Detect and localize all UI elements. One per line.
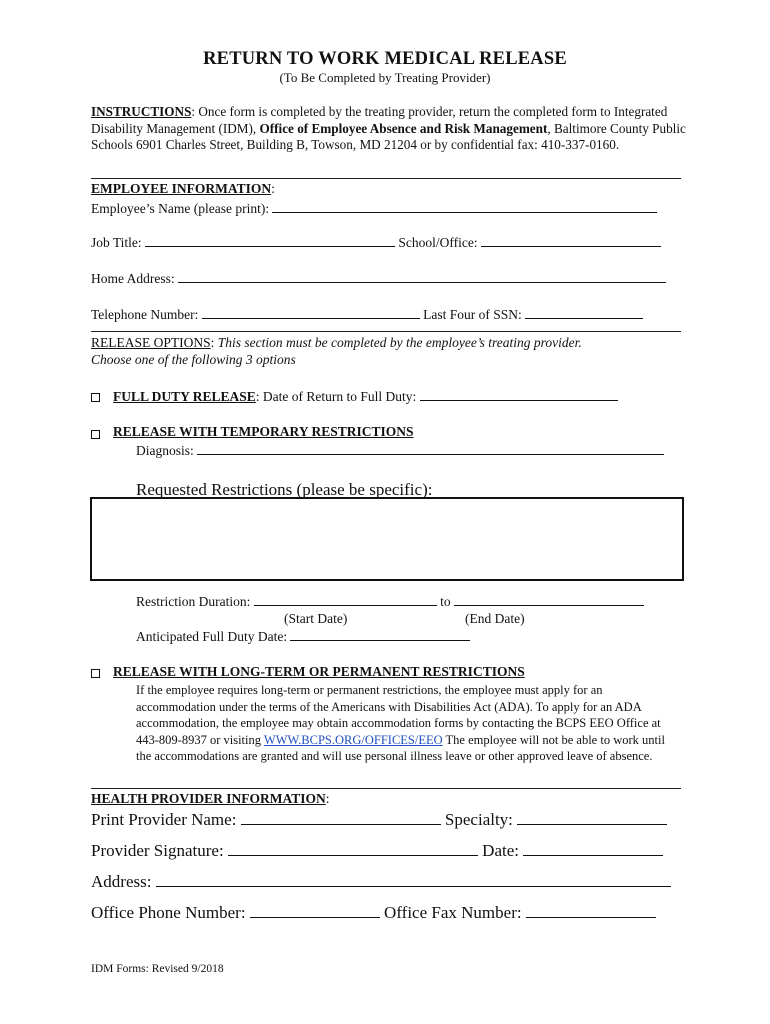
form-title: RETURN TO WORK MEDICAL RELEASE [203, 49, 567, 69]
home-address-row [91, 270, 666, 287]
divider [91, 788, 681, 789]
full-duty-date-label: : Date of Return to Full Duty: [255, 389, 417, 404]
ssn-field[interactable] [525, 306, 643, 319]
employee-heading: EMPLOYEE INFORMATION [91, 181, 272, 196]
provider-signature-field[interactable] [228, 840, 478, 856]
provider-address-row [91, 871, 671, 892]
diagnosis-field[interactable] [197, 442, 664, 455]
telephone-field[interactable] [202, 306, 420, 319]
permanent-restrictions-checkbox[interactable] [91, 669, 100, 678]
office-phone-label: Office Phone Number: [91, 903, 246, 922]
full-duty-date-field[interactable] [420, 388, 618, 401]
instructions-label: INSTRUCTIONS [91, 104, 192, 119]
to-label: to [440, 594, 451, 609]
divider [91, 331, 681, 332]
provider-name-label: Print Provider Name: [91, 810, 237, 829]
job-title-label: Job Title: [91, 235, 142, 250]
employee-name-row [91, 200, 657, 217]
ssn-label: Last Four of SSN: [423, 307, 522, 322]
anticipated-label: Anticipated Full Duty Date: [136, 629, 288, 644]
provider-name-row [91, 809, 667, 830]
specialty-field[interactable] [517, 809, 667, 825]
restriction-duration-label: Restriction Duration: [136, 594, 251, 609]
full-duty-label: FULL DUTY RELEASE [113, 389, 256, 404]
release-note-2: Choose one of the following 3 options [91, 352, 296, 367]
temporary-restrictions-checkbox[interactable] [91, 430, 100, 439]
instructions-office: Office of Employee Absence and Risk Management [259, 120, 548, 136]
telephone-label: Telephone Number: [91, 307, 199, 322]
diagnosis-label: Diagnosis: [136, 443, 194, 458]
provider-address-field[interactable] [156, 871, 671, 887]
eeo-link[interactable]: WWW.BCPS.ORG/OFFICES/EEO [263, 732, 443, 747]
temporary-restrictions-label: RELEASE WITH TEMPORARY RESTRICTIONS [113, 424, 414, 439]
release-note-1: This section must be completed by the employee’s treating provider. [217, 335, 582, 350]
start-date-caption: (Start Date) [284, 611, 348, 626]
home-address-label: Home Address: [91, 271, 175, 286]
release-heading: RELEASE OPTIONS [91, 335, 211, 350]
home-address-field[interactable] [178, 270, 666, 283]
provider-date-field[interactable] [523, 840, 663, 856]
restriction-duration-row [136, 593, 644, 610]
divider [91, 178, 681, 179]
provider-heading: HEALTH PROVIDER INFORMATION [91, 791, 326, 806]
school-office-label: School/Office: [398, 235, 478, 250]
anticipated-date-field[interactable] [290, 628, 470, 641]
office-fax-field[interactable] [526, 902, 656, 918]
full-duty-row [113, 388, 618, 405]
provider-phone-row [91, 902, 656, 923]
end-date-field[interactable] [454, 593, 644, 606]
telephone-row [91, 306, 643, 323]
start-date-field[interactable] [254, 593, 437, 606]
form-revision-footer: IDM Forms: Revised 9/2018 [91, 963, 224, 975]
employee-name-label: Employee’s Name (please print): [91, 201, 270, 216]
permanent-restrictions-text [136, 682, 676, 765]
permanent-text-2: The employee will not be able to work until the accommodations are granted and will use personal illness leave or other approved leave of absence. [136, 732, 665, 763]
office-phone-field[interactable] [250, 902, 380, 918]
specialty-label: Specialty: [444, 810, 513, 829]
end-date-caption: (End Date) [465, 611, 525, 626]
form-subtitle: (To Be Completed by Treating Provider) [279, 70, 491, 85]
requested-restrictions-label: Requested Restrictions (please be specific): [136, 480, 433, 499]
instructions-block [91, 104, 691, 154]
provider-signature-label: Provider Signature: [91, 841, 224, 860]
provider-address-label: Address: [91, 872, 152, 891]
release-section-heading: RELEASE OPTIONS: This section must be completed by the employee’s treating provider. [91, 335, 582, 350]
provider-date-label: Date: [482, 841, 519, 860]
school-office-field[interactable] [481, 234, 661, 247]
job-title-row [91, 234, 661, 251]
office-fax-label: Office Fax Number: [384, 903, 522, 922]
provider-name-field[interactable] [241, 809, 441, 825]
permanent-restrictions-label: RELEASE WITH LONG-TERM OR PERMANENT RESTRICTIONS [113, 664, 525, 679]
diagnosis-row [136, 442, 664, 459]
instructions-text-1: : Once form is completed by the treating provider, return the completed form to Integrated Disability Management (IDM), [91, 104, 668, 136]
provider-signature-row [91, 840, 663, 861]
requested-restrictions-box[interactable] [90, 497, 684, 581]
employee-section-heading: EMPLOYEE INFORMATION: [91, 181, 275, 196]
instructions-text-2: , Baltimore County Public Schools 6901 Charles Street, Building B, Towson, MD 21204 or by confidential fax: 410-337-0160. [91, 120, 686, 152]
full-duty-checkbox[interactable] [91, 393, 100, 402]
provider-section-heading: HEALTH PROVIDER INFORMATION: [91, 791, 330, 806]
job-title-field[interactable] [145, 234, 395, 247]
permanent-text-1: If the employee requires long-term or permanent restrictions, the employee must apply for an accommodation under the terms of the Americans with Disabilities Act (ADA). To apply for an ADA accommodation, the employee may obtain accommodation forms by contacting the BCPS EEO Office at 443-809-8937 or visiting [136, 683, 661, 747]
employee-name-field[interactable] [272, 200, 657, 213]
anticipated-row [136, 628, 470, 645]
